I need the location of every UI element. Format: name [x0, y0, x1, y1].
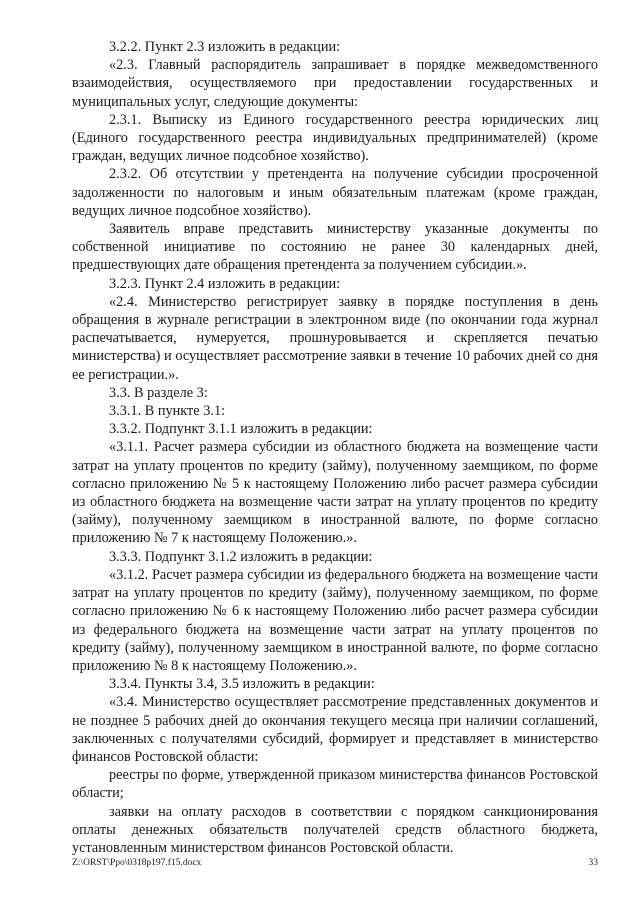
paragraph-2-3-2: 2.3.2. Об отсутствии у претендента на получение субсидии просроченной задолженности по налоговым и иным обязательным платежам (кроме граждан, ведущих личное подсобное хозяйство). — [72, 166, 598, 219]
paragraph-3-3-1: 3.3.1. В пункте 3.1: — [109, 403, 226, 420]
paragraph-2-3-1: 2.3.1. Выписку из Единого государственного реестра юридических лиц (Единого государственного реестра индивидуальных предпринимателей) (кроме граждан, ведущих личное подсобное хозяйство). — [72, 111, 598, 165]
paragraph-3-4: «3.4. Министерство осуществляет рассмотрение представленных документов и не позднее 5 рабочих дней до окончания текущего месяца при наличии соглашений, заключенных с получателями субсидий, формирует и представляет в министерство финансов Ростовской области: — [72, 694, 598, 765]
footer-page-number: 33 — [588, 858, 598, 868]
footer-file-path: Z:\ORST\Ppo\0318p197.f15.docx — [72, 858, 202, 868]
paragraph-3-3-4: 3.3.4. Пункты 3.4, 3.5 изложить в редакции: — [109, 676, 375, 693]
paragraph-applicant-right: Заявитель вправе представить министерству указанные документы по собственной инициативе по состоянию не ранее 30 календарных дней, предшествующих дате обращения претендента за получением субсидии.». — [72, 221, 598, 274]
page-footer — [72, 856, 598, 870]
paragraph-3-1-2: «3.1.2. Расчет размера субсидии из федерального бюджета на возмещение части затрат на уплату процентов по кредиту (займу), полученному заемщиком, по форме согласно приложению № 6 к настоящему Положению либо расчет размера субсидии из федерального бюджета на возмещение части затрат на уплату процентов по кредиту (займу), полученному заемщиком в иностранной валюте, по форме согласно приложению № 8 к настоящему Положению.». — [72, 566, 598, 674]
paragraph-3-1-1: «3.1.1. Расчет размера субсидии из областного бюджета на возмещение части затрат на уплату процентов по кредиту (займу), полученному заемщиком, по форме согласно приложению № 5 к настоящему Положению либо расчет размера субсидии из областного бюджета на возмещение части затрат на уплату процентов по кредиту (займу), полученному заемщиком в иностранной валюте, по форме согласно приложению № 7 к настоящему Положению.». — [72, 439, 598, 547]
paragraph-registries: реестры по форме, утвержденной приказом министерства финансов Ростовской области; — [72, 767, 598, 802]
paragraph-payment-requests: заявки на оплату расходов в соответствии с порядком санкционирования оплаты денежных обязательств получателей средств областного бюджета, установленным министерством финансов Ростовской области. — [72, 803, 598, 856]
paragraph-3-3-3: 3.3.3. Подпункт 3.1.2 изложить в редакции: — [109, 548, 373, 565]
paragraph-3-3-2: 3.3.2. Подпункт 3.1.1 изложить в редакции: — [109, 421, 373, 438]
document-body — [72, 38, 598, 857]
paragraph-3-3: 3.3. В разделе 3: — [109, 384, 208, 401]
paragraph-3-2-2: 3.2.2. Пункт 2.3 изложить в редакции: — [109, 39, 341, 55]
paragraph-2-3: «2.3. Главный распорядитель запрашивает в порядке межведомственного взаимодействия, осуществляемого при предоставлении государственных и муниципальных услуг, следующие документы: — [72, 57, 598, 110]
paragraph-2-4: «2.4. Министерство регистрирует заявку в порядке поступления в день обращения в журнале регистрации в электронном виде (по окончании года журнал распечатывается, нумеруется, прошнуровывается и скрепляется печатью министерства) и осуществляет рассмотрение заявки в течение 10 рабочих дней со дня ее регистрации.». — [72, 293, 598, 383]
paragraph-3-2-3: 3.2.3. Пункт 2.4 изложить в редакции: — [109, 275, 341, 292]
